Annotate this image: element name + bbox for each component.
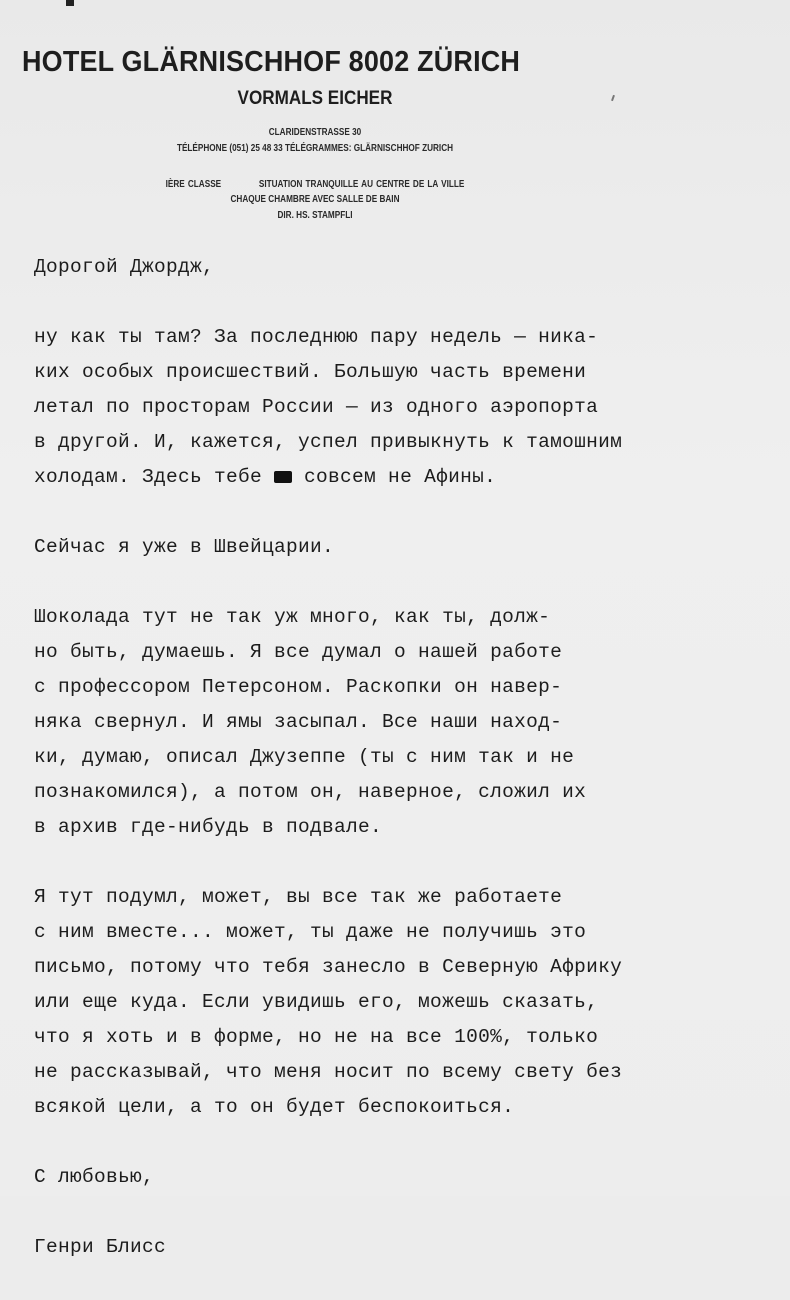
paragraph-2: [34, 530, 774, 565]
signature: Генри Блисс: [34, 1236, 167, 1258]
text-line: познакомился), а потом он, наверное, сложил их: [34, 781, 587, 803]
text-line: что я хоть и в форме, но не на все 100%, только: [34, 1026, 599, 1048]
hotel-situation: SITUATION TRANQUILLE AU CENTRE DE LA VILLE: [258, 179, 465, 190]
hotel-subtitle: VORMALS EICHER: [237, 88, 393, 109]
greeting: Дорогой Джордж,: [34, 256, 215, 278]
text-line: не рассказывай, что меня носит по всему свету без: [34, 1061, 623, 1083]
text-line: ких особых происшествий. Большую часть времени: [34, 361, 587, 383]
paragraph-4: [34, 880, 774, 1125]
text-line: летал по просторам России — из одного аэропорта: [34, 396, 599, 418]
closing-paragraph: [34, 1160, 774, 1195]
closing: С любовью,: [34, 1166, 155, 1188]
hotel-name: HOTEL GLÄRNISCHHOF 8002 ZÜRICH: [22, 46, 521, 78]
text-segment: холодам. Здесь тебе: [34, 466, 275, 488]
hotel-phone: TÉLÉPHONE (051) 25 48 33 TÉLÉGRAMMES: GLÄRNISCHHOF ZURICH: [176, 143, 454, 154]
text-line: Сейчас я уже в Швейцарии.: [34, 536, 335, 558]
text-line: ну как ты там? За последнюю пару недель — ника-: [34, 326, 599, 348]
text-line: с профессором Петерсоном. Раскопки он навер-: [34, 676, 563, 698]
text-segment: совсем не Афины.: [292, 466, 497, 488]
hotel-rooms: CHAQUE CHAMBRE AVEC SALLE DE BAIN: [230, 194, 400, 205]
text-line: [34, 460, 774, 495]
text-line: в другой. И, кажется, успел привыкнуть к тамошним: [34, 431, 623, 453]
text-line: с ним вместе... может, ты даже не получишь это: [34, 921, 587, 943]
text-line: ки, думаю, описал Джузеппе (ты с ним так и не: [34, 746, 575, 768]
greeting-paragraph: [34, 250, 774, 285]
text-line: няка свернул. И ямы засыпал. Все наши наход-: [34, 711, 563, 733]
paragraph-1: [34, 320, 774, 495]
text-line: Шоколада тут не так уж много, как ты, долж-: [34, 606, 551, 628]
text-line: или еще куда. Если увидишь его, можешь сказать,: [34, 991, 599, 1013]
hotel-class-line: [57, 179, 574, 190]
paper-speck: [611, 95, 615, 101]
corner-mark: [66, 0, 74, 6]
text-line: всякой цели, а то он будет беспокоиться.: [34, 1096, 515, 1118]
hotel-address: CLARIDENSTRASSE 30: [268, 127, 362, 138]
text-line: письмо, потому что тебя занесло в Северную Африку: [34, 956, 623, 978]
text-line: в архив где-нибудь в подвале.: [34, 816, 383, 838]
paragraph-3: [34, 600, 774, 845]
letter-body: [34, 250, 774, 1300]
hotel-class: IÈRE CLASSE: [165, 179, 222, 190]
text-line: но быть, думаешь. Я все думал о нашей работе: [34, 641, 563, 663]
signature-paragraph: [34, 1230, 774, 1265]
hotel-director: DIR. HS. STAMPFLI: [277, 210, 353, 221]
ink-blot-correction: [274, 471, 292, 483]
text-line: Я тут подумл, может, вы все так же работаете: [34, 886, 563, 908]
